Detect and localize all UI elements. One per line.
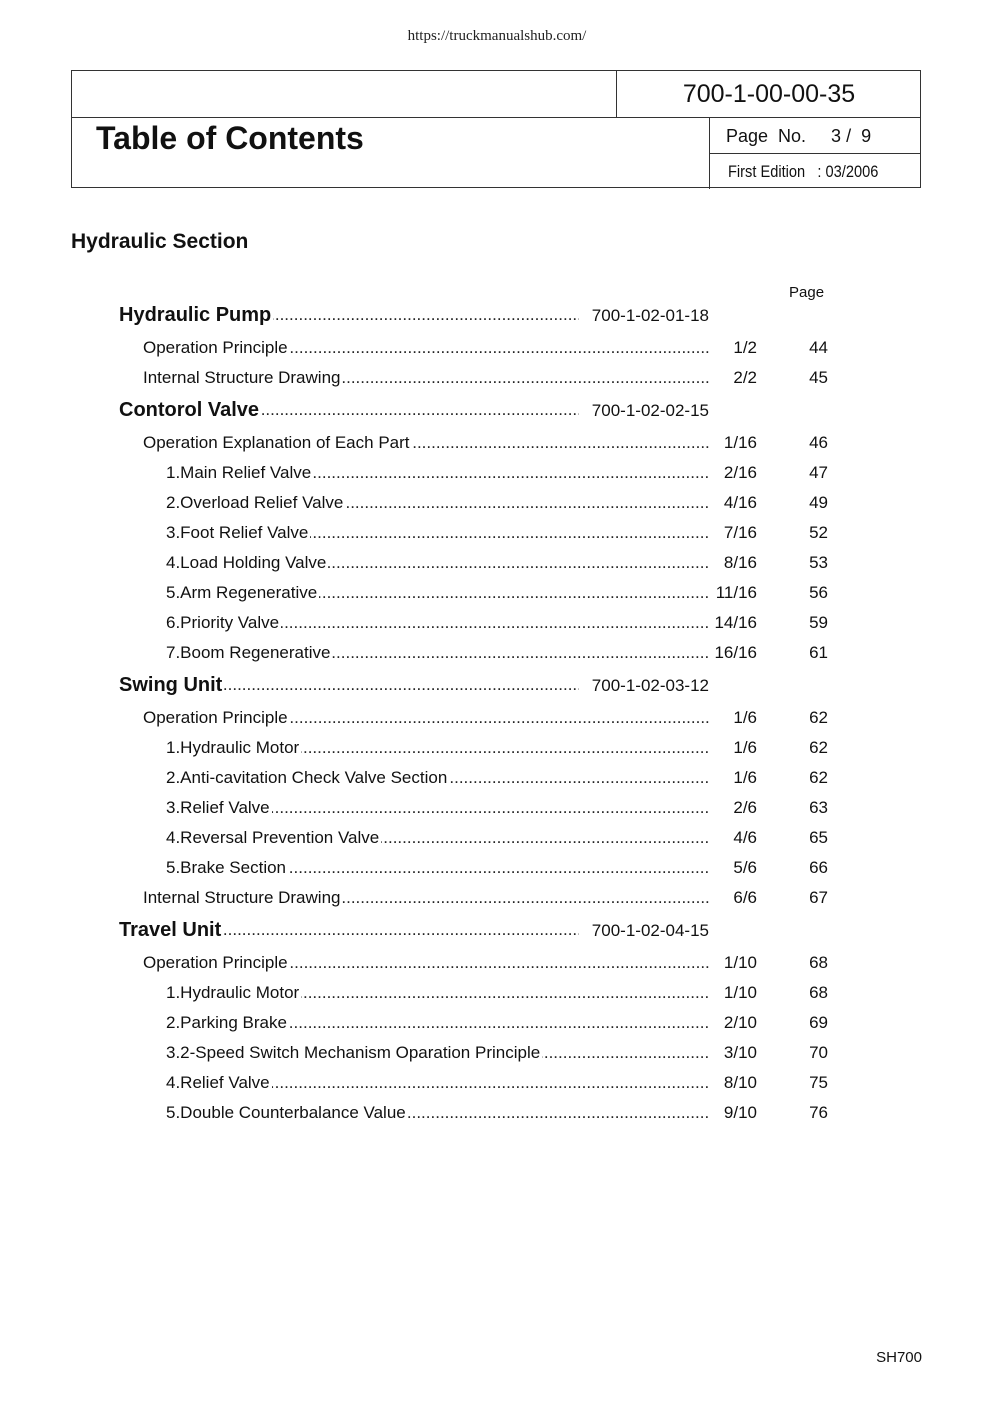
toc-entry-fraction: 1/6 <box>731 733 757 763</box>
toc-entry-label: Hydraulic Pump <box>119 300 273 330</box>
toc-entry-label: Operation Principle <box>143 333 290 363</box>
page-number: Page No. 3 / 9 <box>726 126 872 146</box>
toc-entry-fraction: 4/16 <box>722 488 757 518</box>
toc-entry-fraction: 7/16 <box>722 518 757 548</box>
toc-entry-code: 700-1-02-04-15 <box>590 915 709 945</box>
toc-entry-page: 67 <box>809 888 828 907</box>
toc-entry[interactable] <box>0 733 994 763</box>
toc-entry[interactable] <box>0 428 994 458</box>
section-title: Hydraulic Section <box>71 230 249 253</box>
toc-entry-label: 2.Overload Relief Valve <box>166 488 345 518</box>
toc-entry[interactable] <box>0 548 994 578</box>
toc-entry-page: 52 <box>809 523 828 542</box>
toc-entry-page: 69 <box>809 1013 828 1032</box>
toc-entry-label: 1.Main Relief Valve <box>166 458 313 488</box>
toc-entry-label: Operation Principle <box>143 703 290 733</box>
toc-entry[interactable] <box>0 638 994 668</box>
toc-entry-fraction: 16/16 <box>712 638 757 668</box>
toc-major-entry[interactable] <box>0 300 994 330</box>
toc-major-entry[interactable] <box>0 395 994 425</box>
toc-entry-page: 66 <box>809 858 828 877</box>
toc-entry[interactable] <box>0 883 994 913</box>
toc-entry-page: 62 <box>809 738 828 757</box>
toc-entry-page: 63 <box>809 798 828 817</box>
toc-entry[interactable] <box>0 948 994 978</box>
toc-entry[interactable] <box>0 1008 994 1038</box>
toc-entry-code: 700-1-02-02-15 <box>590 395 709 425</box>
toc-entry[interactable] <box>0 978 994 1008</box>
toc-entry-fraction: 5/6 <box>731 853 757 883</box>
toc-entry[interactable] <box>0 793 994 823</box>
toc-entry-fraction: 1/6 <box>731 763 757 793</box>
toc-entry[interactable] <box>0 518 994 548</box>
toc-entry-page: 44 <box>809 338 828 357</box>
toc-entry-fraction: 8/10 <box>722 1068 757 1098</box>
toc-entry-code: 700-1-02-01-18 <box>590 300 709 330</box>
toc-entry-label: Travel Unit <box>119 915 223 945</box>
toc-entry-fraction: 11/16 <box>714 578 757 608</box>
toc-entry-label: 3.Relief Valve <box>166 793 272 823</box>
toc-entry-page: 61 <box>809 643 828 662</box>
toc-entry-fraction: 3/10 <box>722 1038 757 1068</box>
toc-entry-label: 5.Brake Section <box>166 853 288 883</box>
toc-entry-fraction: 2/16 <box>722 458 757 488</box>
toc-entry-page: 76 <box>809 1103 828 1122</box>
toc-entry-page: 45 <box>809 368 828 387</box>
toc-entry[interactable] <box>0 363 994 393</box>
toc-entry-page: 47 <box>809 463 828 482</box>
toc-entry[interactable] <box>0 1068 994 1098</box>
toc-entry-label: 6.Priority Valve <box>166 608 281 638</box>
document-header-box <box>71 70 921 188</box>
toc-entry-page: 59 <box>809 613 828 632</box>
toc-entry[interactable] <box>0 853 994 883</box>
toc-entry-fraction: 2/10 <box>722 1008 757 1038</box>
toc-entry-code: 700-1-02-03-12 <box>590 670 709 700</box>
toc-entry-fraction: 8/16 <box>722 548 757 578</box>
toc-entry-page: 53 <box>809 553 828 572</box>
toc-entry-label: 3.2-Speed Switch Mechanism Oparation Principle <box>166 1038 542 1068</box>
toc-entry[interactable] <box>0 458 994 488</box>
toc-entry[interactable] <box>0 763 994 793</box>
toc-entry-label: Contorol Valve <box>119 395 261 425</box>
toc-entry-fraction: 9/10 <box>722 1098 757 1128</box>
toc-entry-page: 68 <box>809 953 828 972</box>
toc-entry-fraction: 4/6 <box>731 823 757 853</box>
toc-entry-fraction: 2/6 <box>731 793 757 823</box>
toc-entry-label: 7.Boom Regenerative <box>166 638 332 668</box>
toc-entry-fraction: 1/16 <box>722 428 757 458</box>
toc-entry[interactable] <box>0 823 994 853</box>
toc-entry-label: 5.Arm Regenerative <box>166 578 319 608</box>
toc-entry-fraction: 14/16 <box>712 608 757 638</box>
toc-entry-label: 2.Parking Brake <box>166 1008 289 1038</box>
toc-entry[interactable] <box>0 578 994 608</box>
toc-entry-label: 4.Relief Valve <box>166 1068 272 1098</box>
toc-entry[interactable] <box>0 1038 994 1068</box>
page-title: Table of Contents <box>96 120 364 156</box>
page-column-label: Page <box>789 284 825 301</box>
toc-entry-fraction: 6/6 <box>731 883 757 913</box>
toc-entry-label: 4.Load Holding Valve <box>166 548 328 578</box>
toc-entry-label: 3.Foot Relief Valve <box>166 518 310 548</box>
toc-entry-page: 68 <box>809 983 828 1002</box>
toc-entry-page: 56 <box>809 583 828 602</box>
toc-entry-label: Swing Unit <box>119 670 224 700</box>
toc-entry-label: 1.Hydraulic Motor <box>166 978 301 1008</box>
toc-entry-page: 62 <box>809 708 828 727</box>
source-url: https://truckmanualshub.com/ <box>407 28 587 44</box>
toc-major-entry[interactable] <box>0 915 994 945</box>
toc-entry-label: Operation Principle <box>143 948 290 978</box>
toc-entry-fraction: 1/2 <box>731 333 757 363</box>
toc-entry-page: 46 <box>809 433 828 452</box>
toc-entry-fraction: 1/10 <box>722 948 757 978</box>
toc-entry-page: 49 <box>809 493 828 512</box>
toc-entry-label: Operation Explanation of Each Part <box>143 428 412 458</box>
toc-entry-label: 4.Reversal Prevention Valve <box>166 823 381 853</box>
toc-entry[interactable] <box>0 488 994 518</box>
toc-entry-fraction: 1/10 <box>722 978 757 1008</box>
toc-entry-label: Internal Structure Drawing <box>143 363 342 393</box>
toc-entry-page: 62 <box>809 768 828 787</box>
toc-entry-page: 75 <box>809 1073 828 1092</box>
toc-entry-page: 70 <box>809 1043 828 1062</box>
model-footer: SH700 <box>876 1349 922 1366</box>
toc-entry-label: Internal Structure Drawing <box>143 883 342 913</box>
toc-major-entry[interactable] <box>0 670 994 700</box>
toc-entry-label: 1.Hydraulic Motor <box>166 733 301 763</box>
toc-entry-label: 5.Double Counterbalance Value <box>166 1098 408 1128</box>
document-number: 700-1-00-00-35 <box>682 80 856 108</box>
toc-entry[interactable] <box>0 333 994 363</box>
toc-entry[interactable] <box>0 1098 994 1128</box>
toc-entry-label: 2.Anti-cavitation Check Valve Section <box>166 763 449 793</box>
toc-entry-fraction: 1/6 <box>731 703 757 733</box>
toc-entry-page: 65 <box>809 828 828 847</box>
toc-entry[interactable] <box>0 608 994 638</box>
toc-entry-fraction: 2/2 <box>731 363 757 393</box>
edition-date: First Edition : 03/2006 <box>728 162 879 181</box>
toc-entry[interactable] <box>0 703 994 733</box>
